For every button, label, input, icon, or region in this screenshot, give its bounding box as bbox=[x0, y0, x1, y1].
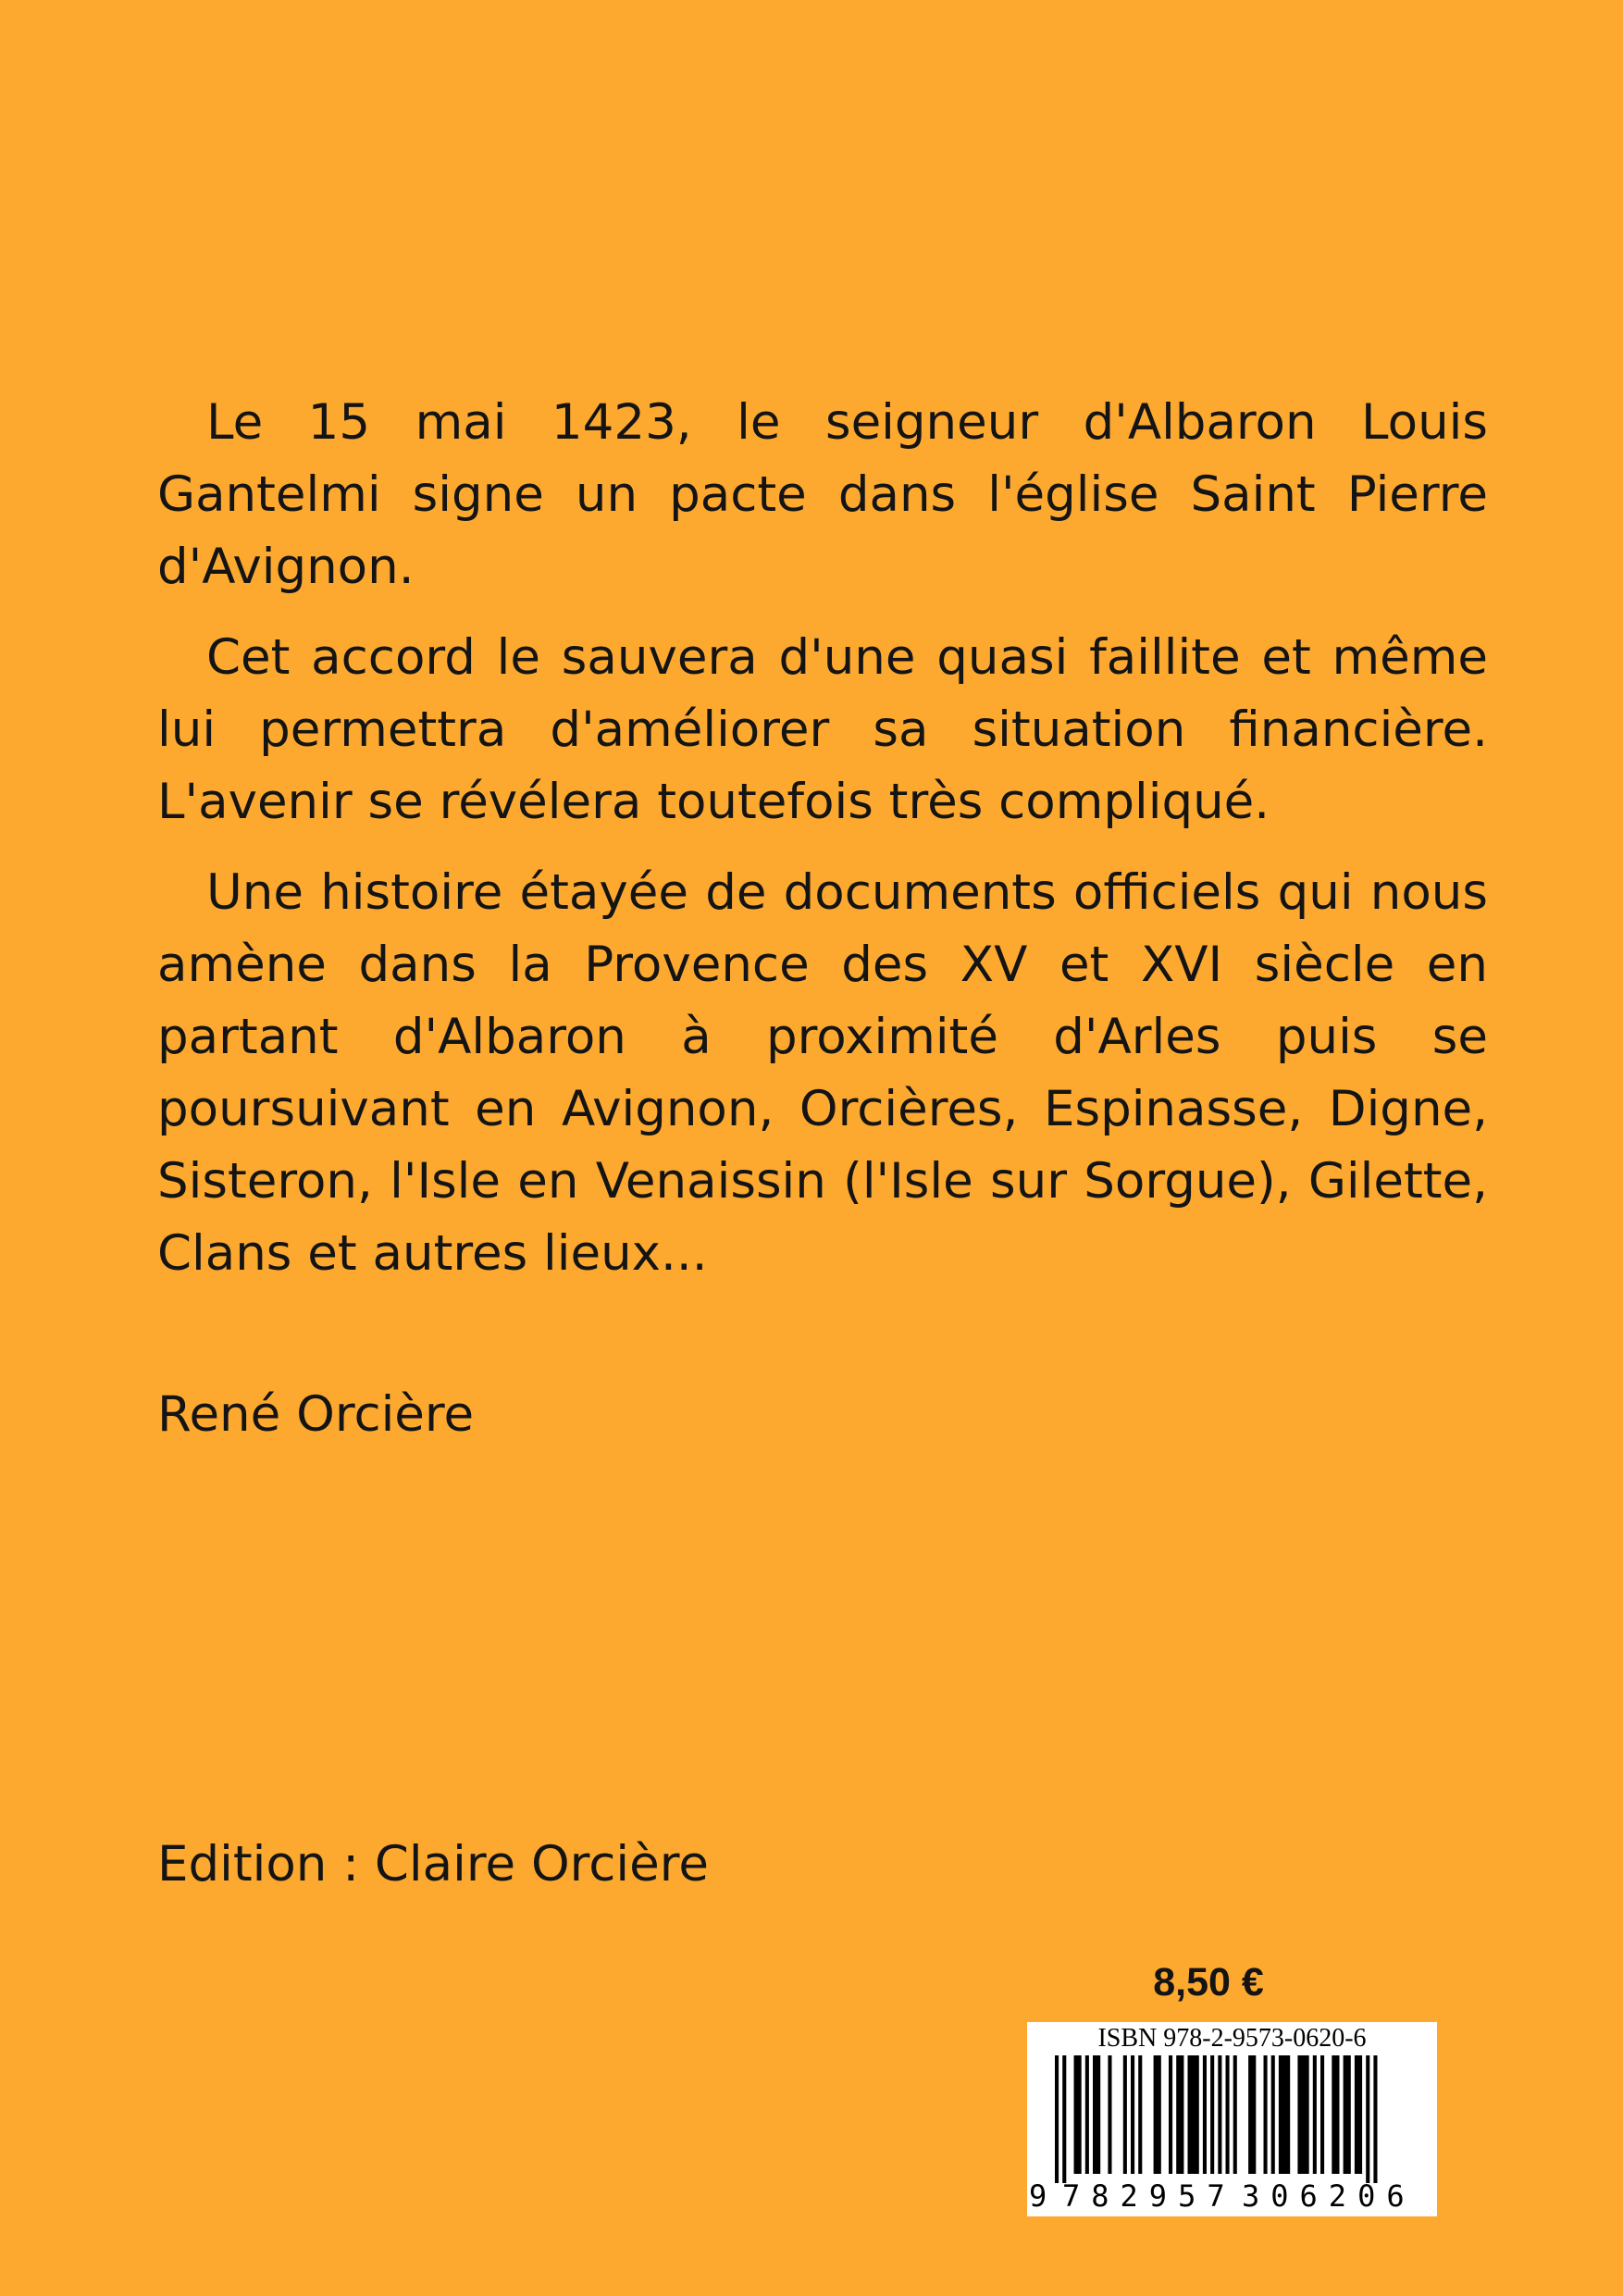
barcode-bar bbox=[1344, 2055, 1351, 2174]
barcode-first-digit: 9 bbox=[1029, 2178, 1047, 2214]
barcode-bar bbox=[1169, 2055, 1172, 2174]
blurb-paragraph: Cet accord le sauvera d'une quasi faillite et même lui permettra d'améliorer sa situation financière. L'avenir se révélera toutefois très compliqué. bbox=[157, 629, 1488, 830]
price-label: 8,50 € bbox=[1153, 1960, 1264, 2004]
barcode-bar bbox=[1093, 2055, 1100, 2174]
barcode-bar bbox=[1248, 2055, 1256, 2174]
barcode-bar bbox=[1332, 2055, 1339, 2174]
barcode-bar bbox=[1313, 2055, 1317, 2174]
barcode-bar bbox=[1279, 2055, 1290, 2174]
blurb-paragraph: Une histoire étayée de documents officiels qui nous amène dans la Provence des XV et XVI siècle en partant d'Albaron à proximité d'Arles puis se poursuivant en Avignon, Orcières, Espinasse, Digne, Sisteron, l'Isle en Venaissin (l'Isle sur Sorgue), Gilette, Clans et autres lieux... bbox=[157, 864, 1488, 1282]
barcode-bar bbox=[1210, 2055, 1214, 2174]
barcode-bars bbox=[1027, 2055, 1437, 2185]
barcode-bar bbox=[1154, 2055, 1161, 2174]
barcode-bar bbox=[1203, 2055, 1207, 2174]
barcode-bar bbox=[1108, 2055, 1111, 2174]
barcode-bar bbox=[1366, 2055, 1369, 2183]
barcode-bar bbox=[1131, 2055, 1134, 2174]
barcode-bar bbox=[1355, 2055, 1362, 2174]
barcode-bar bbox=[1233, 2055, 1237, 2174]
barcode-bar bbox=[1123, 2055, 1127, 2174]
barcode-bar bbox=[1176, 2055, 1183, 2174]
barcode-bar bbox=[1264, 2055, 1268, 2174]
barcode-bar bbox=[1188, 2055, 1199, 2174]
barcode bbox=[1027, 2022, 1437, 2216]
isbn-label: ISBN 978-2-9573-0620-6 bbox=[1097, 2024, 1367, 2053]
barcode-bar bbox=[1074, 2055, 1082, 2174]
blurb bbox=[157, 387, 1488, 1309]
author-name: René Orcière bbox=[157, 1386, 475, 1443]
edition-credit: Edition : Claire Orcière bbox=[157, 1836, 709, 1893]
barcode-bar bbox=[1373, 2055, 1377, 2183]
barcode-bar bbox=[1062, 2055, 1066, 2183]
barcode-left-digits: 782957 bbox=[1062, 2178, 1236, 2214]
barcode-bar bbox=[1085, 2055, 1089, 2174]
barcode-bar bbox=[1226, 2055, 1230, 2174]
barcode-right-digits: 306206 bbox=[1242, 2178, 1416, 2214]
blurb-paragraph: Le 15 mai 1423, le seigneur d'Albaron Louis Gantelmi signe un pacte dans l'église Saint Pierre d'Avignon. bbox=[157, 394, 1488, 595]
barcode-bar bbox=[1218, 2055, 1221, 2174]
barcode-bar bbox=[1297, 2055, 1308, 2174]
barcode-bar bbox=[1138, 2055, 1142, 2174]
barcode-bar bbox=[1271, 2055, 1275, 2174]
barcode-bar bbox=[1055, 2055, 1059, 2183]
barcode-bar bbox=[1320, 2055, 1324, 2174]
